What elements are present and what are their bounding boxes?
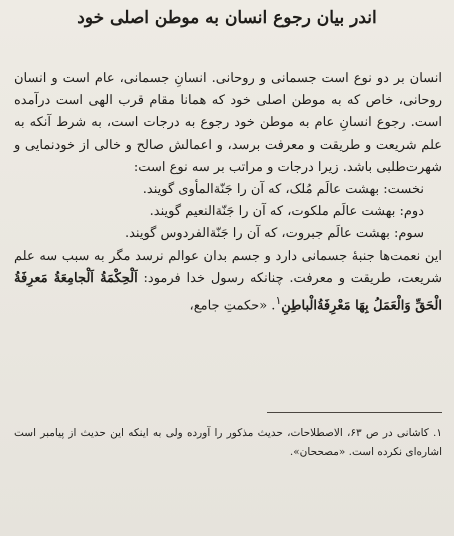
paragraph-blessings-text: این نعمت‌ها جنبهٔ جسمانی دارد و جسم بدان عوالم نرسد مگر به سبب سه علم شریعت، طریقت و معرفت. چنانکه رسول خدا فرمود: xyxy=(14,248,442,286)
quote-continuation: . «حکمتِ جامع، xyxy=(189,298,276,314)
footnote-ref: ۱ xyxy=(275,294,282,308)
grade-third: سوم: بهشت عالَم جبروت، که آن را جَنّة‌الفردوس گویند. xyxy=(124,226,424,242)
footnote: ۱. کاشانی در ص ۶۳، الاصطلاحات، حدیث مذکور را آورده ولی به اینکه این حدیث از پیامبر است اشاره‌ای نکرده است. «مصححان». xyxy=(14,427,443,458)
main-text xyxy=(14,68,442,318)
grade-second: دوم: بهشت عالَم ملکوت، که آن را جَنّة‌النعیم گویند. xyxy=(149,204,424,220)
paragraph-blessings xyxy=(14,246,442,318)
hadith-quote: اَلْحِکْمَةُ اَلْجامِعَةُ مَعرِفَةُ الْحَقِّ وَالْعَمَلُ بِهَا مَعْرِفَةُ‌الْباطِنِ xyxy=(14,270,442,314)
section-heading: اندر بیان رجوع انسان به موطن اصلی خود xyxy=(77,8,377,28)
footnote-divider xyxy=(267,412,442,413)
paragraph-intro: انسان بر دو نوع است جسمانی و روحانی. انسانِ جسمانی، عام است و انسان روحانی، خاص که به موطن اصلی خود که همانا مقام قرب الهی است درآمده است. رجوع انسانِ عام به موطن خود رجوع به درجات است، به شرط آنکه به علم شریعت و طریقت و معرفت برسد، و اعمالش صالح و خالی از خودنمایی و شهرت‌طلبی باشد. زیرا درجات و مراتب بر سه نوع است: xyxy=(14,71,442,175)
grade-first: نخست: بهشت عالَم مُلک، که آن را جَنّة‌المأوی گویند. xyxy=(142,182,424,198)
